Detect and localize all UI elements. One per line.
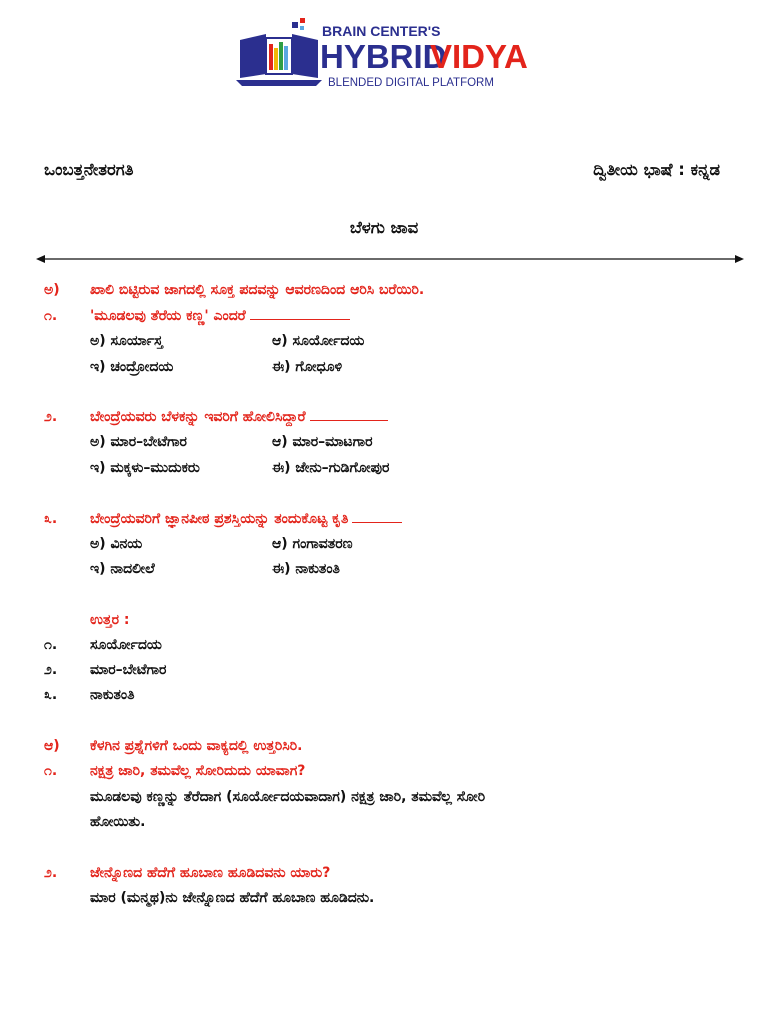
- answer-number: ೧.: [44, 637, 58, 653]
- answer-text: ಮಾರ–ಬೇಟೆಗಾರ: [90, 662, 167, 678]
- subject-label: ದ್ವಿತೀಯ ಭಾಷೆ : ಕನ್ನಡ: [593, 160, 720, 179]
- question-text: ಬೇಂದ್ರೆಯವರಿಗೆ ಜ್ಞಾನಪೀಠ ಪ್ರಶಸ್ತಿಯನ್ನು ತಂದುಕೊಟ್ಟ ಕೃತಿ: [90, 510, 402, 528]
- answer-text: ಮೂಡಲವು ಕಣ್ಣನ್ನು ತೆರೆದಾಗ (ಸೂರ್ಯೋದಯವಾದಾಗ) ನಕ್ಷತ್ರ ಜಾರಿ, ತಮವೆಲ್ಲ ಸೋರಿ: [90, 789, 486, 805]
- question-number: ೧.: [44, 308, 58, 324]
- answer-blank: [352, 510, 402, 523]
- question-text: ಜೇನ್ನೊಣದ ಹೆದೆಗೆ ಹೂಬಾಣ ಹೂಡಿದವನು ಯಾರು?: [90, 865, 331, 881]
- section-a-marker: ಅ): [44, 282, 60, 298]
- answers-label: ಉತ್ತರ :: [90, 612, 130, 628]
- option: ಆ) ಗಂಗಾವತರಣ: [272, 536, 353, 552]
- option: ಅ) ವಿನಯ: [90, 536, 143, 552]
- option: ಅ) ಮಾರ–ಬೇಟೆಗಾರ: [90, 434, 187, 450]
- laptop-base-icon: [236, 80, 322, 86]
- option: ಅ) ಸೂರ್ಯಾಸ್ತ: [90, 333, 163, 349]
- brand-tagline: BLENDED DIGITAL PLATFORM: [328, 77, 494, 89]
- section-b-marker: ಆ): [44, 738, 60, 754]
- arrow-left-icon: [36, 255, 45, 263]
- book-left-page-icon: [240, 34, 266, 78]
- answer-blank: [310, 408, 388, 421]
- option: ಆ) ಸೂರ್ಯೋದಯ: [272, 333, 365, 349]
- answer-text: ಹೋಯಿತು.: [90, 814, 146, 830]
- answer-text: ಸೂರ್ಯೋದಯ: [90, 637, 162, 653]
- lesson-title: ಬೆಳಗು ಜಾವ: [349, 218, 419, 237]
- brand-main-vidya: VIDYA: [430, 38, 528, 75]
- answer-number: ೨.: [44, 662, 58, 678]
- arrow-right-icon: [735, 255, 744, 263]
- brand-top-text: BRAIN CENTER'S: [322, 23, 441, 39]
- question-text: ಬೇಂದ್ರೆಯವರು ಬೆಳಕನ್ನು ಇವರಿಗೆ ಹೋಲಿಸಿದ್ದಾರೆ: [90, 408, 388, 426]
- book-right-page-icon: [292, 34, 318, 78]
- section-divider: [36, 252, 744, 266]
- answer-text: ನಾಕುತಂತಿ: [90, 687, 135, 703]
- class-label: ಒಂಬತ್ತನೇತರಗತಿ: [44, 160, 134, 179]
- question-number: ೩.: [44, 511, 58, 527]
- answer-text: ಮಾರ (ಮನ್ಮಥ)ನು ಜೇನ್ನೊಣದ ಹೆದೆಗೆ ಹೂಬಾಣ ಹೂಡಿದನು.: [90, 890, 375, 906]
- brand-logo: [236, 14, 536, 100]
- option: ಈ) ನಾಕುತಂತಿ: [272, 561, 340, 577]
- question-number: ೨.: [44, 865, 58, 881]
- brand-main-hybrid: HYBRID: [320, 38, 447, 75]
- question-text: 'ಮೂಡಲವು ತೆರೆಯ ಕಣ್ಣ' ಎಂದರೆ: [90, 307, 350, 325]
- answer-blank: [250, 307, 350, 320]
- option: ಇ) ನಾದಲೀಲೆ: [90, 561, 155, 577]
- option: ಈ) ಜೇನು–ಗುಡಿಗೋಪುರ: [272, 460, 390, 476]
- option: ಇ) ಚಂದ್ರೋದಯ: [90, 359, 174, 375]
- option: ಇ) ಮಕ್ಕಳು–ಮುದುಕರು: [90, 460, 200, 476]
- option: ಈ) ಗೋಧೂಳಿ: [272, 359, 343, 375]
- answer-number: ೩.: [44, 687, 58, 703]
- question-number: ೨.: [44, 409, 58, 425]
- hybrid-vidya-logo-graphic: [236, 14, 536, 100]
- question-number: ೧.: [44, 763, 58, 779]
- section-a-instruction: ಖಾಲಿ ಬಿಟ್ಟಿರುವ ಜಾಗದಲ್ಲಿ ಸೂಕ್ತ ಪದವನ್ನು ಆವರಣದಿಂದ ಆರಿಸಿ ಬರೆಯಿರಿ.: [90, 282, 425, 298]
- question-text: ನಕ್ಷತ್ರ ಜಾರಿ, ತಮವೆಲ್ಲ ಸೋರಿದುದು ಯಾವಾಗ?: [90, 763, 306, 779]
- section-b-instruction: ಕೆಳಗಿನ ಪ್ರಶ್ನೆಗಳಿಗೆ ಒಂದು ವಾಕ್ಯದಲ್ಲಿ ಉತ್ತರಿಸಿರಿ.: [90, 738, 303, 754]
- option: ಆ) ಮಾರ–ಮಾಟಗಾರ: [272, 434, 373, 450]
